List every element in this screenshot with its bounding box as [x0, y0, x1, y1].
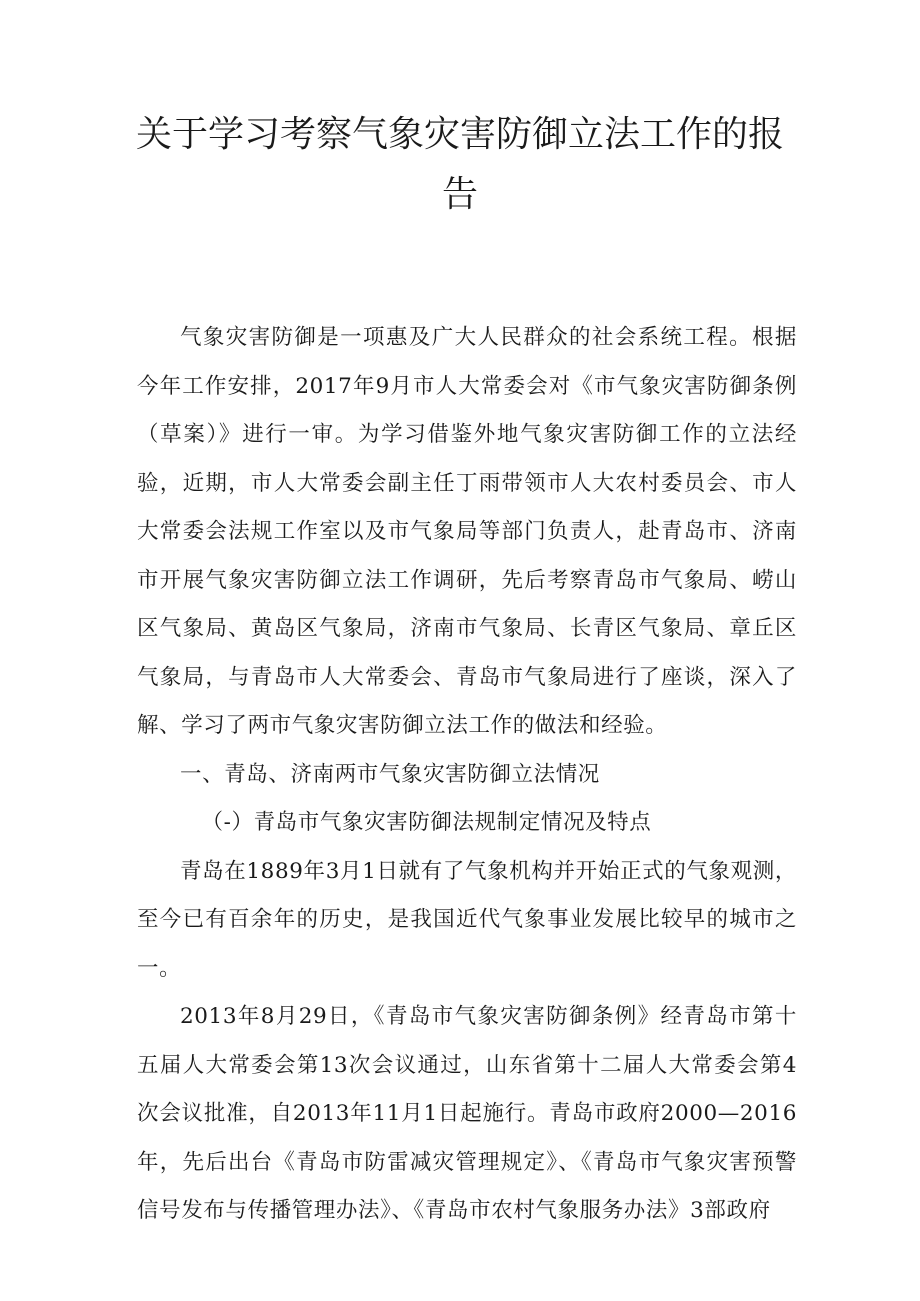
- document-title-line-2: 告: [441, 174, 478, 215]
- body-paragraph-qingdao-history: 青岛在1889年3月1日就有了气象机构并开始正式的气象观测，至今已有百余年的历史，是我国近代气象事业发展比较早的城市之一。: [137, 858, 797, 981]
- body-paragraph-qingdao-regulations: 2013年8月29日，《青岛市气象灾害防御条例》经青岛市第十五届人大常委会第13次会议通过，山东省第十二届人大常委会第4次会议批准，自2013年11月1日起施行。青岛市政府2000—2016年，先后出台《青岛市防雷减灾管理规定》、《青岛市气象灾害预警信号发布与传播管理办法》、《青岛市农村气象服务办法》3部政府: [137, 1004, 797, 1223]
- document-body: [137, 314, 797, 1236]
- subsection-heading-1: （-）青岛市气象灾害防御法规制定情况及特点: [201, 810, 652, 835]
- section-heading-1: 一、青岛、济南两市气象灾害防御立法情况: [180, 761, 600, 787]
- body-paragraph-intro: 气象灾害防御是一项惠及广大人民群众的社会系统工程。根据今年工作安排，2017年9月市人大常委会对《市气象灾害防御条例（草案）》进行一审。为学习借鉴外地气象灾害防御工作的立法经验，近期，市人大常委会副主任丁雨带领市人大农村委员会、市人大常委会法规工作室以及市气象局等部门负责人，赴青岛市、济南市开展气象灾害防御立法工作调研，先后考察青岛市气象局、崂山区气象局、黄岛区气象局，济南市气象局、长青区气象局、章丘区气象局，与青岛市人大常委会、青岛市气象局进行了座谈，深入了解、学习了两市气象灾害防御立法工作的做法和经验。: [137, 325, 797, 738]
- document-title-line-1: 关于学习考察气象灾害防御立法工作的报: [135, 114, 784, 155]
